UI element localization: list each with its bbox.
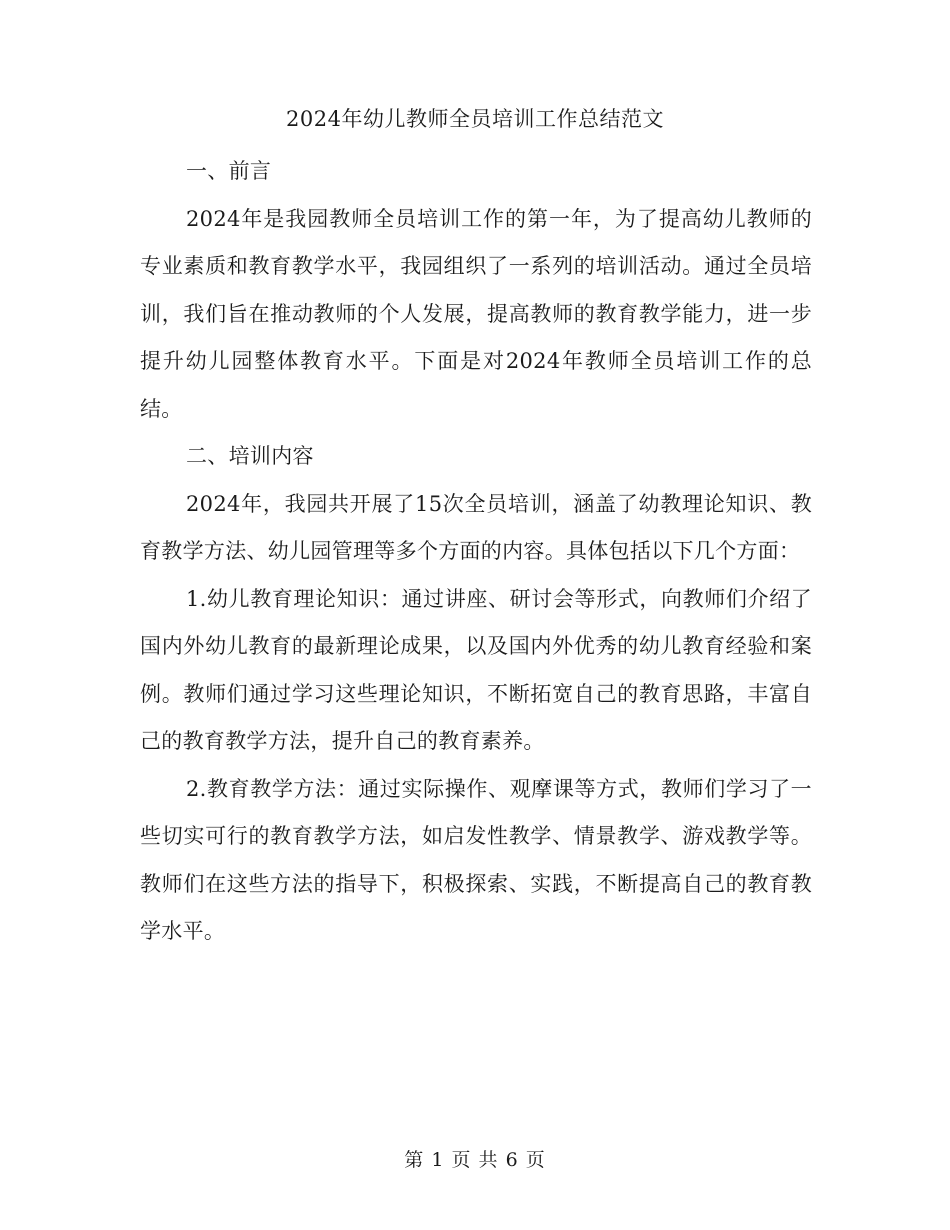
footer-mid: 页 共	[451, 1149, 499, 1171]
document-body	[140, 148, 812, 956]
footer-current-page: 1	[431, 1149, 445, 1171]
section-heading-intro: 一、前言	[186, 159, 272, 183]
paragraph-intro: 2024年是我园教师全员培训工作的第一年，为了提高幼儿教师的专业素质和教育教学水平，我园组织了一系列的培训活动。通过全员培训，我们旨在推动教师的个人发展，提高教师的教育教学能力，进一步提升幼儿园整体教育水平。下面是对2024年教师全员培训工作的总结。	[140, 206, 812, 421]
paragraph-content-overview: 2024年，我园共开展了15次全员培训，涵盖了幼教理论知识、教育教学方法、幼儿园管理等多个方面的内容。具体包括以下几个方面：	[140, 491, 812, 563]
footer-suffix: 页	[525, 1149, 546, 1171]
section-heading-content: 二、培训内容	[186, 444, 314, 468]
paragraph-theory: 1.幼儿教育理论知识：通过讲座、研讨会等形式，向教师们介绍了国内外幼儿教育的最新理论成果，以及国内外优秀的幼儿教育经验和案例。教师们通过学习这些理论知识，不断拓宽自己的教育思路，丰富自己的教育教学方法，提升自己的教育素养。	[140, 586, 812, 753]
footer-total-pages: 6	[505, 1149, 519, 1171]
paragraph-methods: 2.教育教学方法：通过实际操作、观摩课等方式，教师们学习了一些切实可行的教育教学方法，如启发性教学、情景教学、游戏教学等。教师们在这些方法的指导下，积极探索、实践，不断提高自己的教育教学水平。	[140, 776, 812, 943]
document-title: 2024年幼儿教师全员培训工作总结范文	[286, 107, 664, 131]
footer-prefix: 第	[404, 1149, 425, 1171]
page-footer	[0, 1146, 950, 1174]
